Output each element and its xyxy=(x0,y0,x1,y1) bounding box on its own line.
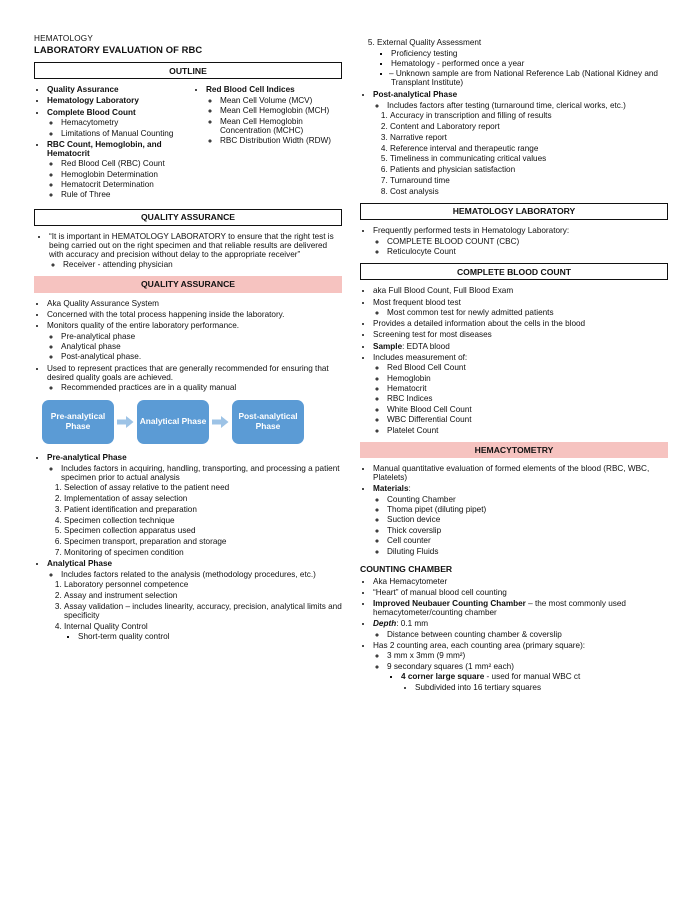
subsection-title: Pre-analytical Phase xyxy=(47,453,127,463)
list-item: ◦ Hematocrit xyxy=(387,384,668,393)
list-item: • “Heart” of manual blood cell counting xyxy=(373,588,668,597)
list-item: ◦ Pre-analytical phase xyxy=(61,332,342,341)
list-item: ◦ Recommended practices are in a quality manual xyxy=(61,383,342,392)
list-item xyxy=(387,662,668,692)
list-item: ◦ Platelet Count xyxy=(387,426,668,435)
list-item: • Screening test for most diseases xyxy=(373,330,668,339)
list-item xyxy=(47,85,183,94)
list-item: ◦ Post-analytical phase. xyxy=(61,352,342,361)
list-item: ◦ Thoma pipet (diluting pipet) xyxy=(387,505,668,514)
list-item xyxy=(373,90,668,196)
list-item: ◦ Counting Chamber xyxy=(387,495,668,504)
pre-analytical-section xyxy=(34,453,342,641)
list-item xyxy=(47,321,342,361)
external-quality-section xyxy=(360,38,668,87)
bullet-lead: Sample xyxy=(373,341,403,351)
list-item: • Improved Neubauer Counting Chamber – the most commonly used hemacytometer/counting chamber xyxy=(373,599,668,617)
list-item-text: 9 secondary squares (1 mm² each) xyxy=(387,661,514,671)
list-item: • Manual quantitative evaluation of formed elements of the blood (RBC, WBC, Platelets) xyxy=(373,464,668,482)
outline-right xyxy=(193,85,342,201)
list-item: ◦ Hemoglobin xyxy=(387,374,668,383)
subsection-title: Post-analytical Phase xyxy=(373,90,458,100)
flow-box-pre-analytical: Pre-analytical Phase xyxy=(42,400,114,444)
list-item: 4. Specimen collection technique xyxy=(64,516,342,525)
list-item: 4. Reference interval and therapeutic range xyxy=(390,144,668,153)
outline-label: RBC Count, Hemoglobin, and Hematocrit xyxy=(47,139,162,158)
list-item: 5. Timeliness in communicating critical values xyxy=(390,154,668,163)
flow-box-analytical: Analytical Phase xyxy=(137,400,209,444)
subsection-title: Analytical Phase xyxy=(47,559,113,569)
banner-complete-blood-count: COMPLETE BLOOD COUNT xyxy=(360,263,668,280)
banner-outline: OUTLINE xyxy=(34,62,342,79)
list-item-text: Internal Quality Control xyxy=(64,621,148,631)
list-item: ◦ Hematocrit Determination xyxy=(61,180,183,189)
list-item: 2. Assay and instrument selection xyxy=(64,591,342,600)
list-item: 3. Assay validation – includes linearity, accuracy, precision, analytical limits and specificity xyxy=(64,602,342,620)
bullet-text: Used to represent practices that are generally recommended for ensuring that desired quality goals are achieved. xyxy=(47,363,329,382)
list-item: ◦ Mean Cell Hemoglobin Concentration (MCHC) xyxy=(220,117,342,135)
list-item: 7. Monitoring of specimen condition xyxy=(64,548,342,557)
list-item xyxy=(49,232,342,270)
outline-section xyxy=(34,85,342,201)
list-item: 6. Patients and physician satisfaction xyxy=(390,165,668,174)
list-item: 1. Selection of assay relative to the patient need xyxy=(64,483,342,492)
document-kicker: HEMATOLOGY xyxy=(34,34,94,43)
list-item: ◦ Diluting Fluids xyxy=(387,547,668,556)
bullet-text: Includes measurement of: xyxy=(373,352,468,362)
list-item xyxy=(64,622,342,642)
list-item: • Provides a detailed information about the cells in the blood xyxy=(373,319,668,328)
hemacytometry-section xyxy=(360,464,668,556)
list-item-text: External Quality Assessment xyxy=(377,38,482,47)
qa-bullets xyxy=(34,299,342,392)
bullet-lead: Improved Neubauer Counting Chamber xyxy=(373,599,526,609)
list-item: ◦ Mean Cell Volume (MCV) xyxy=(220,96,342,105)
list-item: • Sample: EDTA blood xyxy=(373,342,668,351)
bullet-text: Frequently performed tests in Hematology Laboratory: xyxy=(373,226,570,236)
list-item: ◦ Hemacytometry xyxy=(61,118,183,127)
counting-chamber-heading: COUNTING CHAMBER xyxy=(360,563,453,574)
list-item: ◦ RBC Indices xyxy=(387,394,668,403)
nested-lead: 4 corner large square xyxy=(401,672,485,682)
list-item: ◦ White Blood Cell Count xyxy=(387,405,668,414)
list-item: ◦ Includes factors in acquiring, handling, transporting, and processing a patient specimen prior to actual analysis xyxy=(61,464,342,482)
list-item: ◦ Limitations of Manual Counting xyxy=(61,129,183,138)
list-item: ◦ Suction device xyxy=(387,515,668,524)
list-item: ◦ COMPLETE BLOOD COUNT (CBC) xyxy=(387,237,668,246)
banner-quality-assurance-2: QUALITY ASSURANCE xyxy=(34,276,342,292)
right-column xyxy=(360,34,668,890)
list-item: 6. Specimen transport, preparation and storage xyxy=(64,537,342,546)
list-item: ◦ Reticulocyte Count xyxy=(387,247,668,256)
list-item: ◦ Includes factors related to the analysis (methodology procedures, etc.) xyxy=(61,570,342,579)
phase-flow-diagram xyxy=(42,400,342,444)
bullet-text: Most frequent blood test xyxy=(373,297,461,307)
list-item xyxy=(373,226,668,256)
list-item: ◦ 3 mm x 3mm (9 mm²) xyxy=(387,651,668,660)
list-item xyxy=(47,140,183,200)
list-item: ◦ Red Blood Cell Count xyxy=(387,363,668,372)
list-item: ◦ Receiver - attending physician xyxy=(63,260,342,269)
banner-hematology-laboratory: HEMATOLOGY LABORATORY xyxy=(360,203,668,220)
list-item: ◦ Mean Cell Hemoglobin (MCH) xyxy=(220,106,342,115)
bullet-text: Monitors quality of the entire laboratory performance. xyxy=(47,321,240,331)
list-item: • Subdivided into 16 tertiary squares xyxy=(415,683,668,692)
list-item: ◦ Distance between counting chamber & coverslip xyxy=(387,630,668,639)
list-item: ◦ Hemoglobin Determination xyxy=(61,170,183,179)
list-item: 7. Turnaround time xyxy=(390,176,668,185)
left-column xyxy=(34,34,342,890)
cbc-section xyxy=(360,286,668,434)
list-item xyxy=(401,672,668,692)
banner-hemacytometry: HEMACYTOMETRY xyxy=(360,442,668,458)
list-item: ◦ Analytical phase xyxy=(61,342,342,351)
outline-label: Quality Assurance xyxy=(47,85,119,95)
outline-left xyxy=(34,85,183,201)
flow-box-post-analytical: Post-analytical Phase xyxy=(232,400,304,444)
counting-chamber-section xyxy=(360,577,668,692)
list-item: 2. Implementation of assay selection xyxy=(64,494,342,503)
list-item: 8. Cost analysis xyxy=(390,187,668,196)
list-item xyxy=(47,364,342,393)
list-item xyxy=(377,38,668,87)
list-item: 1. Accuracy in transcription and filling of results xyxy=(390,111,668,120)
outline-label: Complete Blood Count xyxy=(47,107,136,117)
post-analytical-section xyxy=(360,90,668,196)
list-item: 2. Content and Laboratory report xyxy=(390,122,668,131)
list-item: 3. Patient identification and preparation xyxy=(64,505,342,514)
list-item: ▪ – Unknown sample are from National Reference Lab (National Kidney and Transplant Institute) xyxy=(391,69,668,87)
list-item: ◦ WBC Differential Count xyxy=(387,415,668,424)
list-item: 1. Laboratory personnel competence xyxy=(64,580,342,589)
list-item xyxy=(206,85,342,145)
list-item xyxy=(373,353,668,435)
bullet-lead: Depth xyxy=(373,619,397,629)
list-item: 3. Narrative report xyxy=(390,133,668,142)
list-item: ◦ Most common test for newly admitted patients xyxy=(387,308,668,317)
list-item: ◦ Red Blood Cell (RBC) Count xyxy=(61,159,183,168)
bullet-text: Has 2 counting area, each counting area (primary square): xyxy=(373,640,586,650)
list-item: ▪ Proficiency testing xyxy=(391,49,668,58)
list-item: • Materials: ◦ Counting Chamber ◦ Thoma pipet (diluting pipet) ◦ Suction device ◦ Thick coverslip ◦ Cell counter ◦ Diluting Fluids xyxy=(373,484,668,555)
outline-label: Hematology Laboratory xyxy=(47,96,139,106)
list-item xyxy=(47,108,183,138)
list-item: • Aka Hemacytometer xyxy=(373,577,668,586)
list-item xyxy=(47,96,183,105)
list-item xyxy=(373,641,668,692)
list-item: ▪ Hematology - performed once a year xyxy=(391,59,668,68)
list-item xyxy=(47,559,342,641)
list-item: 5. Specimen collection apparatus used xyxy=(64,526,342,535)
list-item xyxy=(373,298,668,318)
list-item: ◦ Thick coverslip xyxy=(387,526,668,535)
list-item: ◦ Rule of Three xyxy=(61,190,183,199)
list-item xyxy=(47,453,342,557)
qa-quote-block xyxy=(34,232,342,270)
page-title: LABORATORY EVALUATION OF RBC xyxy=(34,44,203,55)
list-item-text: Unknown sample are from National Reference Lab (National Kidney and Transplant Institute) xyxy=(391,69,658,88)
outline-label: Red Blood Cell Indices xyxy=(206,85,295,95)
bullet-lead: Materials xyxy=(373,484,409,494)
list-item: ◦ Cell counter xyxy=(387,536,668,545)
list-item: • Aka Quality Assurance System xyxy=(47,299,342,308)
list-item: ◦ Includes factors after testing (turnaround time, clerical works, etc.) xyxy=(387,101,668,110)
list-item: • Depth: 0.1 mm ◦ Distance between counting chamber & coverslip xyxy=(373,619,668,639)
arrow-right-icon xyxy=(117,415,134,429)
list-item: ◦ RBC Distribution Width (RDW) xyxy=(220,136,342,145)
qa-quote-text: “It is important in HEMATOLOGY LABORATORY to ensure that the right test is being carried out on the right specimen and that reliable results are delivered with accuracy and precision without delay to the appropriate receiver” xyxy=(49,231,334,259)
arrow-right-icon xyxy=(212,415,229,429)
list-item: • aka Full Blood Count, Full Blood Exam xyxy=(373,286,668,295)
list-item: ▪ Short-term quality control xyxy=(78,632,342,641)
nested-rest: - used for manual WBC ct xyxy=(484,672,581,682)
hematology-lab-section xyxy=(360,226,668,256)
banner-quality-assurance-1: QUALITY ASSURANCE xyxy=(34,209,342,226)
list-item: • Concerned with the total process happening inside the laboratory. xyxy=(47,310,342,319)
